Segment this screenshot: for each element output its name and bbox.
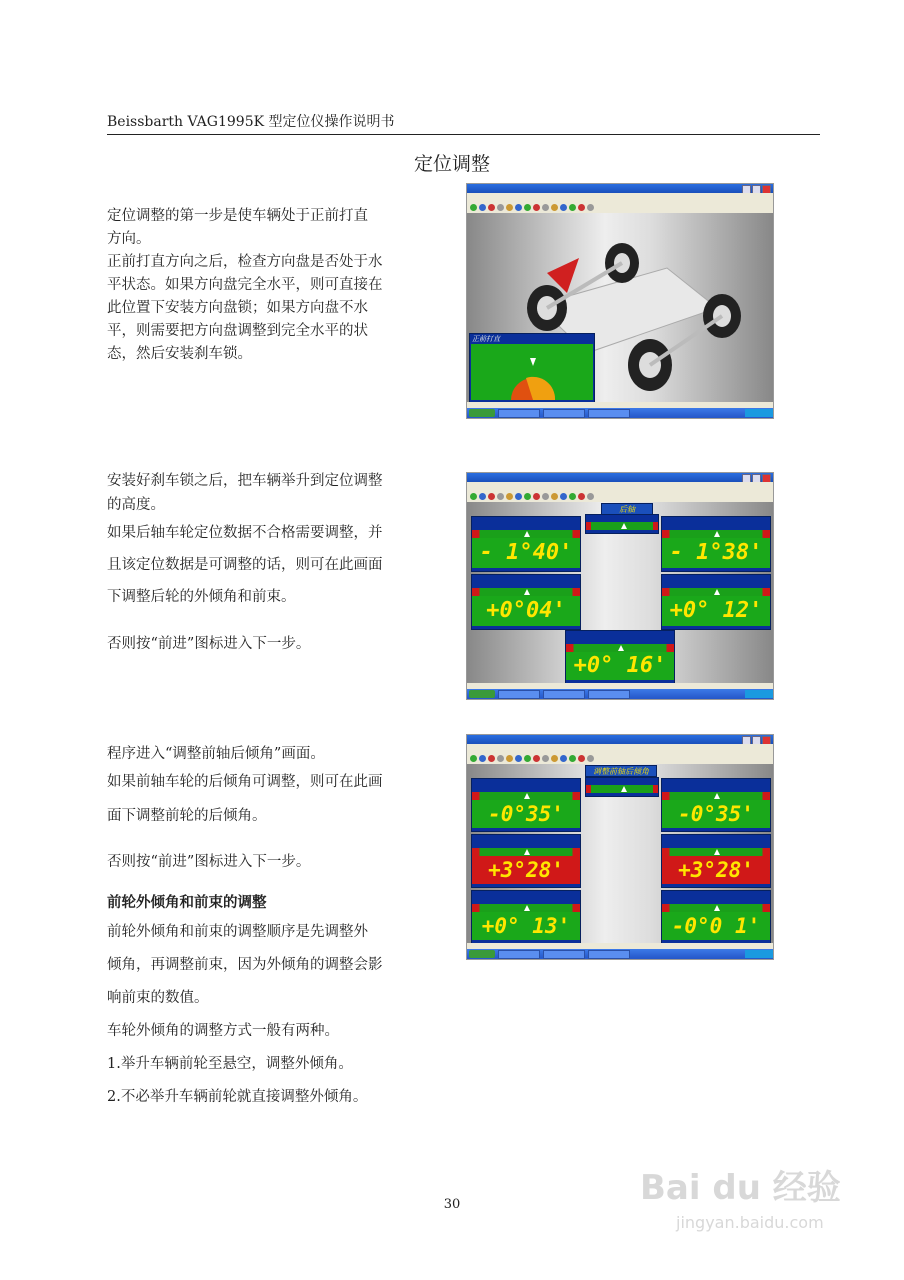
rear-thrust-panel: [585, 514, 659, 534]
right-toe-panel: [661, 574, 771, 630]
right-camber-panel: [661, 516, 771, 572]
text-line: 车轮外倾角的调整方式一般有两种。: [107, 1023, 339, 1039]
left-camber-value: - 1°40': [472, 538, 580, 568]
right-camber-panel: [661, 778, 771, 832]
right-toe-panel: [661, 890, 771, 944]
total-toe-panel: [565, 630, 675, 684]
steering-straight-panel: [469, 333, 595, 403]
document-header: Beissbarth VAG1995K 型定位仪操作说明书: [107, 114, 395, 130]
steering-gauge-dial: [471, 344, 593, 400]
right-toe-value: +0° 12': [662, 596, 770, 626]
window-titlebar: [467, 473, 773, 482]
page-title: 定位调整: [413, 153, 490, 175]
text-line: 平状态。如果方向盘完全水平，则可直接在: [107, 277, 383, 293]
window-menubar: [467, 482, 773, 490]
front-thrust-panel: [585, 777, 659, 797]
caster-tab: 调整前轴后倾角: [585, 765, 657, 777]
text-line: 安装好刹车锁之后，把车辆举升到定位调整: [107, 473, 383, 489]
rear-axle-view: [467, 502, 773, 683]
car-3d-view: [467, 213, 773, 402]
left-camber-panel: [471, 516, 581, 572]
panel-title: 正前打直: [472, 335, 500, 343]
text-line: 前轮外倾角和前束的调整顺序是先调整外: [107, 924, 368, 940]
text-line: 且该定位数据是可调整的话，则可在此画面: [107, 557, 383, 573]
right-camber-value: -0°35': [662, 800, 770, 828]
section2-text: [107, 469, 452, 656]
taskbar: [467, 408, 773, 418]
right-caster-value: +3°28': [662, 856, 770, 884]
left-toe-value: +0° 13': [472, 912, 580, 940]
section3-text: [107, 742, 452, 1109]
left-toe-panel: [471, 574, 581, 630]
taskbar: [467, 949, 773, 959]
right-camber-value: - 1°38': [662, 538, 770, 568]
window-menubar: [467, 193, 773, 201]
total-toe-value: +0° 16': [566, 652, 674, 680]
window-titlebar: [467, 735, 773, 744]
steering-gauge: [471, 344, 593, 400]
screenshot-straight-ahead: [466, 183, 774, 419]
page-number: 30: [443, 1197, 461, 1212]
screenshot-front-caster: [466, 734, 774, 960]
text-line: 否则按“前进”图标进入下一步。: [107, 636, 311, 652]
watermark-brand: Bai du 经验: [640, 1168, 841, 1208]
axle-tab: 后轴: [601, 503, 653, 515]
front-caster-view: [467, 764, 773, 943]
text-line: 下调整后轮的外倾角和前束。: [107, 589, 296, 605]
text-line: 此位置下安装方向盘锁；如果方向盘不水: [107, 300, 368, 316]
window-menubar: [467, 744, 773, 752]
text-line: 的高度。: [107, 497, 165, 513]
right-toe-value: -0°0 1': [662, 912, 770, 940]
text-line: 面下调整前轮的后倾角。: [107, 808, 267, 824]
text-line: 态，然后安装刹车锁。: [107, 346, 252, 362]
window-titlebar: [467, 184, 773, 193]
left-camber-value: -0°35': [472, 800, 580, 828]
right-caster-panel: [661, 834, 771, 888]
left-toe-panel: [471, 890, 581, 944]
text-line: 平，则需要把方向盘调整到完全水平的状: [107, 323, 368, 339]
section-subheading: 前轮外倾角和前束的调整: [107, 895, 267, 911]
text-line: 1.举升车辆前轮至悬空，调整外倾角。: [107, 1056, 353, 1072]
left-toe-value: +0°04': [472, 596, 580, 626]
text-line: 响前束的数值。: [107, 990, 209, 1006]
left-caster-value: +3°28': [472, 856, 580, 884]
watermark-url: jingyan.baidu.com: [676, 1213, 824, 1232]
text-line: 如果后轴车轮定位数据不合格需要调整，并: [107, 525, 383, 541]
header-rule: [107, 134, 820, 135]
taskbar: [467, 689, 773, 699]
left-camber-panel: [471, 778, 581, 832]
section1-text: [107, 205, 452, 366]
text-line: 方向。: [107, 231, 151, 247]
text-line: 否则按“前进”图标进入下一步。: [107, 854, 311, 870]
screenshot-rear-axle: [466, 472, 774, 700]
text-line: 定位调整的第一步是使车辆处于正前打直: [107, 208, 368, 224]
text-line: 倾角，再调整前束，因为外倾角的调整会影: [107, 957, 383, 973]
text-line: 2.不必举升车辆前轮就直接调整外倾角。: [107, 1089, 368, 1105]
left-caster-panel: [471, 834, 581, 888]
text-line: 正前打直方向之后，检查方向盘是否处于水: [107, 254, 383, 270]
text-line: 如果前轴车轮的后倾角可调整，则可在此画: [107, 774, 383, 790]
text-line: 程序进入“调整前轴后倾角”画面。: [107, 746, 325, 762]
